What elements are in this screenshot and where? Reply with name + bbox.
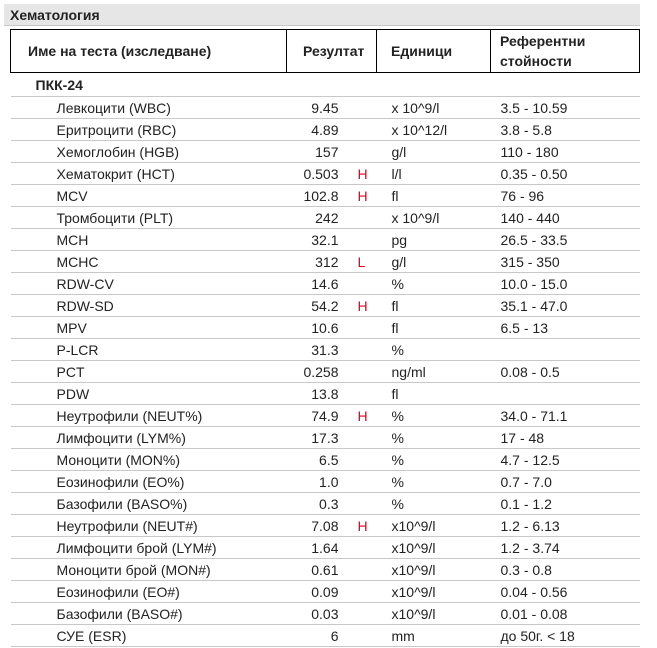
test-name: Хематокрит (HCT) xyxy=(11,163,287,185)
reference-range: 3.5 - 10.59 xyxy=(491,97,640,119)
table-row xyxy=(11,493,640,515)
result-flag: H xyxy=(357,517,368,534)
table-row xyxy=(11,229,640,251)
units-value: g/l xyxy=(377,141,491,163)
reference-range: 0.35 - 0.50 xyxy=(491,163,640,185)
test-name: Лимфоцити (LYM%) xyxy=(11,427,287,449)
units-value: % xyxy=(377,273,491,295)
result-value: 0.503 xyxy=(303,165,339,182)
units-value: x10^9/l xyxy=(377,515,491,537)
units-value: x10^9/l xyxy=(377,559,491,581)
reference-range: 0.1 - 1.2 xyxy=(491,493,640,515)
reference-range: 1.2 - 3.74 xyxy=(491,537,640,559)
result-flag: H xyxy=(357,297,368,314)
test-name: Еритроцити (RBC) xyxy=(11,119,287,141)
result-cell xyxy=(287,273,377,295)
reference-range: 3.8 - 5.8 xyxy=(491,119,640,141)
reference-range: 26.5 - 33.5 xyxy=(491,229,640,251)
result-value: 54.2 xyxy=(311,297,339,314)
result-value: 32.1 xyxy=(311,231,339,248)
units-value: fl xyxy=(377,383,491,405)
reference-range: 4.7 - 12.5 xyxy=(491,449,640,471)
test-name: Хемоглобин (HGB) xyxy=(11,141,287,163)
units-value: x 10^9/l xyxy=(377,97,491,119)
reference-range: 0.08 - 0.5 xyxy=(491,361,640,383)
result-cell xyxy=(287,339,377,361)
table-row xyxy=(11,339,640,361)
table-row xyxy=(11,207,640,229)
result-value: 0.61 xyxy=(311,561,339,578)
units-value: fl xyxy=(377,185,491,207)
column-header-reference xyxy=(491,30,640,73)
units-value: % xyxy=(377,471,491,493)
result-cell xyxy=(287,581,377,603)
table-row xyxy=(11,471,640,493)
result-flag: H xyxy=(357,165,368,182)
test-name: MCV xyxy=(11,185,287,207)
table-row xyxy=(11,163,640,185)
reference-range xyxy=(491,339,640,361)
result-cell xyxy=(287,493,377,515)
table-row xyxy=(11,603,640,625)
result-cell xyxy=(287,361,377,383)
result-cell xyxy=(287,229,377,251)
result-cell xyxy=(287,295,377,317)
result-flag: H xyxy=(357,407,368,424)
result-cell xyxy=(287,537,377,559)
test-name: СУЕ (ESR) xyxy=(11,625,287,647)
table-header-row xyxy=(11,30,640,73)
table-row xyxy=(11,295,640,317)
reference-range: 6.5 - 13 xyxy=(491,317,640,339)
result-cell xyxy=(287,119,377,141)
column-header-units: Единици xyxy=(377,30,491,73)
table-row xyxy=(11,251,640,273)
result-value: 157 xyxy=(315,143,339,160)
test-name: Моноцити брой (MON#) xyxy=(11,559,287,581)
column-header-result: Резултат xyxy=(287,30,377,73)
result-cell xyxy=(287,471,377,493)
units-value: x 10^12/l xyxy=(377,119,491,141)
result-cell xyxy=(287,185,377,207)
reference-range: 0.04 - 0.56 xyxy=(491,581,640,603)
reference-range: 0.01 - 0.08 xyxy=(491,603,640,625)
reference-range: 110 - 180 xyxy=(491,141,640,163)
group-row xyxy=(11,73,640,97)
result-value: 0.09 xyxy=(311,583,339,600)
units-value: pg xyxy=(377,229,491,251)
test-name: Неутрофили (NEUT%) xyxy=(11,405,287,427)
table-row xyxy=(11,141,640,163)
table-row xyxy=(11,405,640,427)
reference-range: 0.7 - 7.0 xyxy=(491,471,640,493)
table-row xyxy=(11,559,640,581)
result-cell xyxy=(287,559,377,581)
test-name: Еозинофили (EO%) xyxy=(11,471,287,493)
result-cell xyxy=(287,317,377,339)
test-name: Тромбоцити (PLT) xyxy=(11,207,287,229)
result-cell xyxy=(287,625,377,647)
test-name: Еозинофили (EO#) xyxy=(11,581,287,603)
test-name: Левкоцити (WBC) xyxy=(11,97,287,119)
result-value: 17.3 xyxy=(311,429,339,446)
units-value: % xyxy=(377,493,491,515)
table-row xyxy=(11,361,640,383)
reference-range: 10.0 - 15.0 xyxy=(491,273,640,295)
test-name: PCT xyxy=(11,361,287,383)
units-value: % xyxy=(377,427,491,449)
reference-range xyxy=(491,383,640,405)
result-cell xyxy=(287,207,377,229)
result-value: 31.3 xyxy=(311,341,339,358)
result-value: 0.03 xyxy=(311,605,339,622)
test-name: RDW-SD xyxy=(11,295,287,317)
test-name: MCH xyxy=(11,229,287,251)
reference-range: до 50г. < 18 xyxy=(491,625,640,647)
group-title: ПКК-24 xyxy=(11,73,640,97)
table-row xyxy=(11,119,640,141)
reference-range: 1.2 - 6.13 xyxy=(491,515,640,537)
reference-range: 34.0 - 71.1 xyxy=(491,405,640,427)
result-value: 312 xyxy=(315,253,339,270)
result-value: 14.6 xyxy=(311,275,339,292)
test-name: Моноцити (MON%) xyxy=(11,449,287,471)
units-value: % xyxy=(377,339,491,361)
result-value: 6.5 xyxy=(319,451,339,468)
test-name: PDW xyxy=(11,383,287,405)
result-value: 102.8 xyxy=(303,187,339,204)
result-cell xyxy=(287,383,377,405)
result-value: 1.64 xyxy=(311,539,339,556)
table-row xyxy=(11,97,640,119)
units-value: fl xyxy=(377,317,491,339)
test-name: MPV xyxy=(11,317,287,339)
units-value: x 10^9/l xyxy=(377,207,491,229)
test-name: Неутрофили (NEUT#) xyxy=(11,515,287,537)
reference-header-line2: стойности xyxy=(500,53,572,69)
result-value: 0.258 xyxy=(303,363,339,380)
results-table xyxy=(10,29,640,647)
result-flag: H xyxy=(357,187,368,204)
table-row xyxy=(11,273,640,295)
table-row xyxy=(11,515,640,537)
reference-range: 0.3 - 0.8 xyxy=(491,559,640,581)
result-value: 0.3 xyxy=(319,495,339,512)
units-value: % xyxy=(377,405,491,427)
result-value: 7.08 xyxy=(311,517,339,534)
units-value: mm xyxy=(377,625,491,647)
test-name: P-LCR xyxy=(11,339,287,361)
result-cell xyxy=(287,515,377,537)
result-cell xyxy=(287,449,377,471)
table-row xyxy=(11,427,640,449)
result-cell xyxy=(287,251,377,273)
units-value: x10^9/l xyxy=(377,537,491,559)
result-value: 4.89 xyxy=(311,121,339,138)
test-name: Базофили (BASO%) xyxy=(11,493,287,515)
table-row xyxy=(11,185,640,207)
result-value: 1.0 xyxy=(319,473,339,490)
result-cell xyxy=(287,427,377,449)
reference-range: 35.1 - 47.0 xyxy=(491,295,640,317)
result-cell xyxy=(287,603,377,625)
result-value: 10.6 xyxy=(311,319,339,336)
table-row xyxy=(11,625,640,647)
result-value: 242 xyxy=(315,209,339,226)
table-row xyxy=(11,317,640,339)
reference-range: 140 - 440 xyxy=(491,207,640,229)
units-value: x10^9/l xyxy=(377,581,491,603)
reference-range: 315 - 350 xyxy=(491,251,640,273)
units-value: % xyxy=(377,449,491,471)
reference-range: 76 - 96 xyxy=(491,185,640,207)
table-row xyxy=(11,581,640,603)
table-row xyxy=(11,537,640,559)
result-cell xyxy=(287,163,377,185)
units-value: g/l xyxy=(377,251,491,273)
table-row xyxy=(11,449,640,471)
reference-header-line1: Референтни xyxy=(500,33,586,49)
units-value: ng/ml xyxy=(377,361,491,383)
units-value: l/l xyxy=(377,163,491,185)
test-name: Лимфоцити брой (LYM#) xyxy=(11,537,287,559)
test-name: Базофили (BASO#) xyxy=(11,603,287,625)
test-name: MCHC xyxy=(11,251,287,273)
result-cell xyxy=(287,405,377,427)
result-cell xyxy=(287,141,377,163)
column-header-test-name: Име на теста (изследване) xyxy=(11,30,287,73)
result-flag: L xyxy=(357,253,366,270)
result-value: 74.9 xyxy=(311,407,339,424)
reference-range: 17 - 48 xyxy=(491,427,640,449)
result-cell xyxy=(287,97,377,119)
test-name: RDW-CV xyxy=(11,273,287,295)
units-value: x10^9/l xyxy=(377,603,491,625)
result-value: 9.45 xyxy=(311,99,339,116)
result-value: 6 xyxy=(330,627,339,644)
units-value: fl xyxy=(377,295,491,317)
section-title: Хематология xyxy=(4,4,640,26)
result-value: 13.8 xyxy=(311,385,339,402)
table-row xyxy=(11,383,640,405)
